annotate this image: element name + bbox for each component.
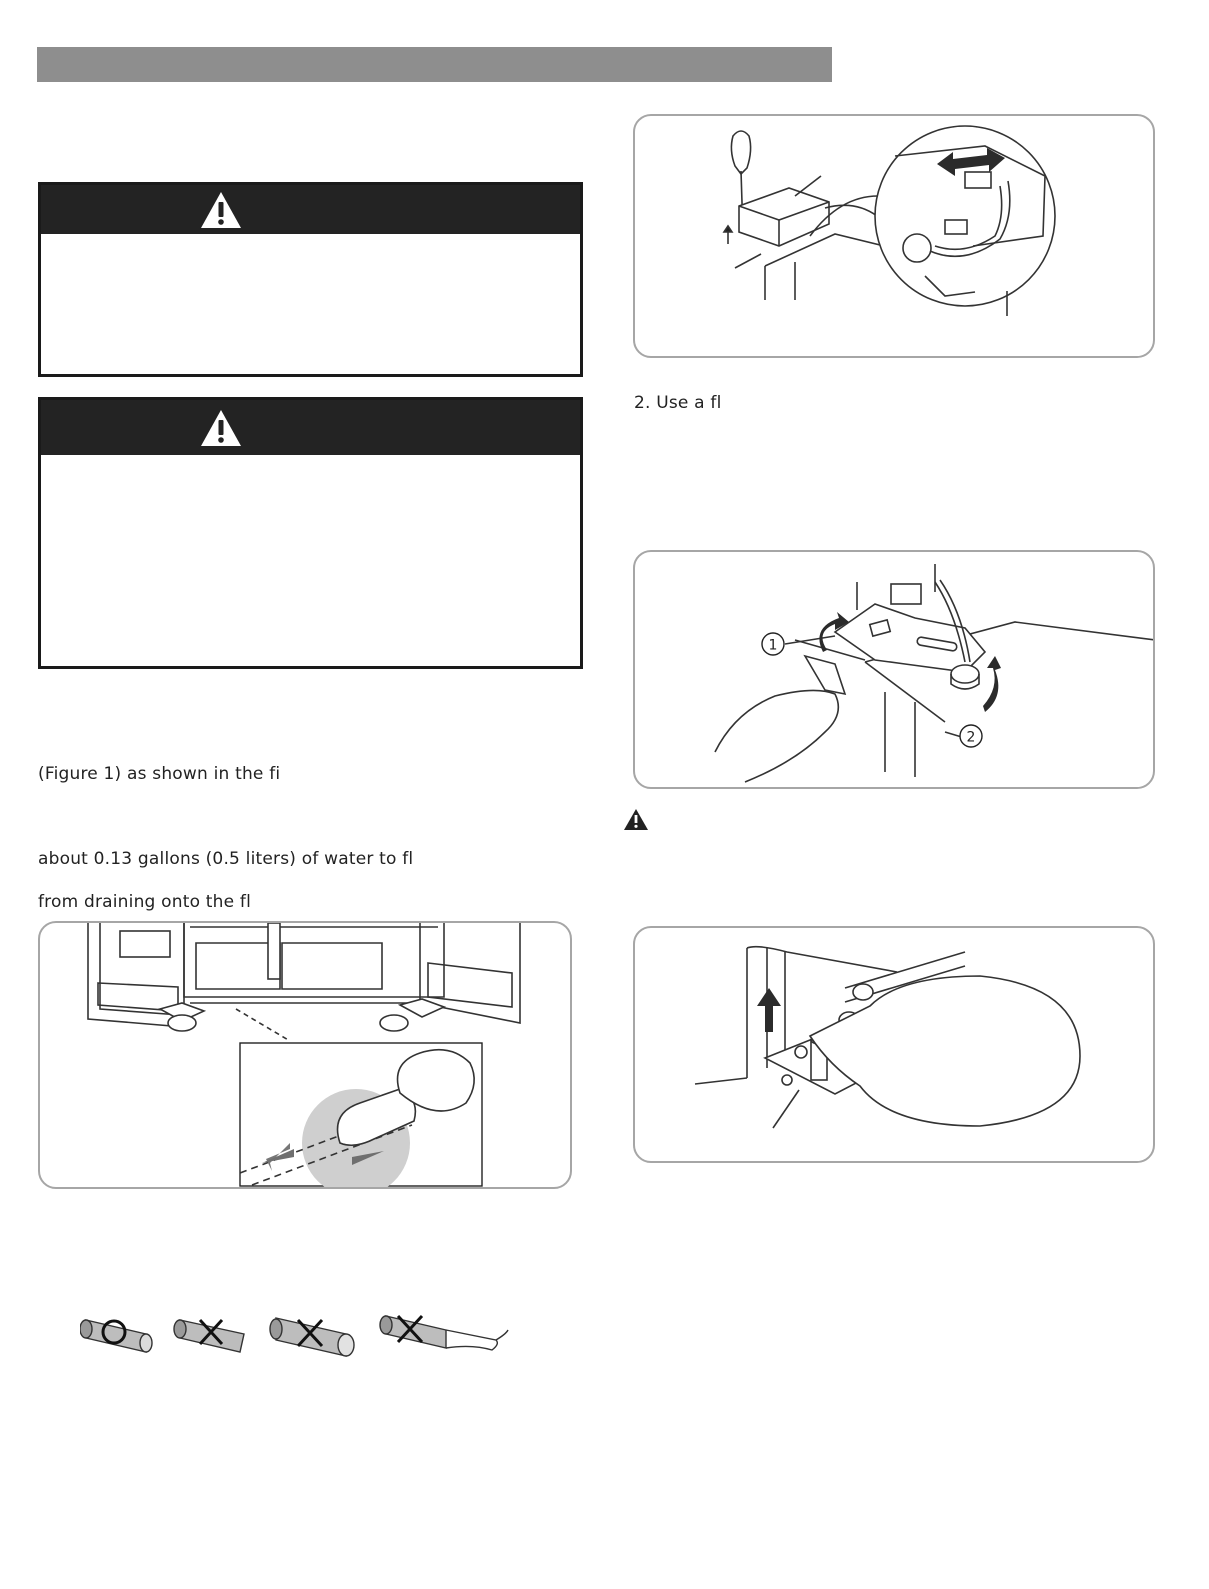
warning-box-1 bbox=[38, 182, 583, 377]
warning-header-1 bbox=[41, 185, 580, 234]
svg-text:2: 2 bbox=[966, 729, 976, 746]
warning-triangle-icon bbox=[623, 808, 649, 831]
section-header-bar bbox=[37, 47, 832, 82]
tube-angled-cut bbox=[174, 1320, 244, 1352]
hinge-removal-illustration bbox=[635, 552, 1155, 789]
step-2-text: 2. Use a fl bbox=[634, 393, 722, 413]
body-text-line-draining: from draining onto the fl bbox=[38, 892, 252, 912]
figure-hinge-removal bbox=[633, 550, 1155, 789]
body-text-line-water: about 0.13 gallons (0.5 liters) of water to fl bbox=[38, 849, 414, 869]
warning-triangle-icon bbox=[199, 190, 243, 230]
tube-burred-cut bbox=[380, 1316, 508, 1350]
figure-cover-removal bbox=[633, 114, 1155, 358]
warning-triangle-icon bbox=[199, 408, 243, 448]
figure-door-lift bbox=[633, 926, 1155, 1163]
body-text-line-figure1: (Figure 1) as shown in the fi bbox=[38, 764, 281, 784]
door-lift-illustration bbox=[635, 928, 1155, 1163]
callout-1 bbox=[762, 633, 784, 655]
tube-cut-examples bbox=[80, 1296, 520, 1364]
callout-2 bbox=[960, 725, 982, 747]
figure-water-line-disconnect bbox=[38, 921, 572, 1189]
svg-text:1: 1 bbox=[768, 637, 778, 654]
water-line-disconnect-illustration bbox=[40, 923, 572, 1189]
cover-removal-illustration bbox=[635, 116, 1155, 358]
tube-flared-cut bbox=[270, 1318, 354, 1356]
warning-header-2 bbox=[41, 400, 580, 455]
tube-cut-illustration bbox=[80, 1296, 520, 1364]
tube-correct-cut bbox=[80, 1320, 152, 1352]
warning-box-2 bbox=[38, 397, 583, 669]
